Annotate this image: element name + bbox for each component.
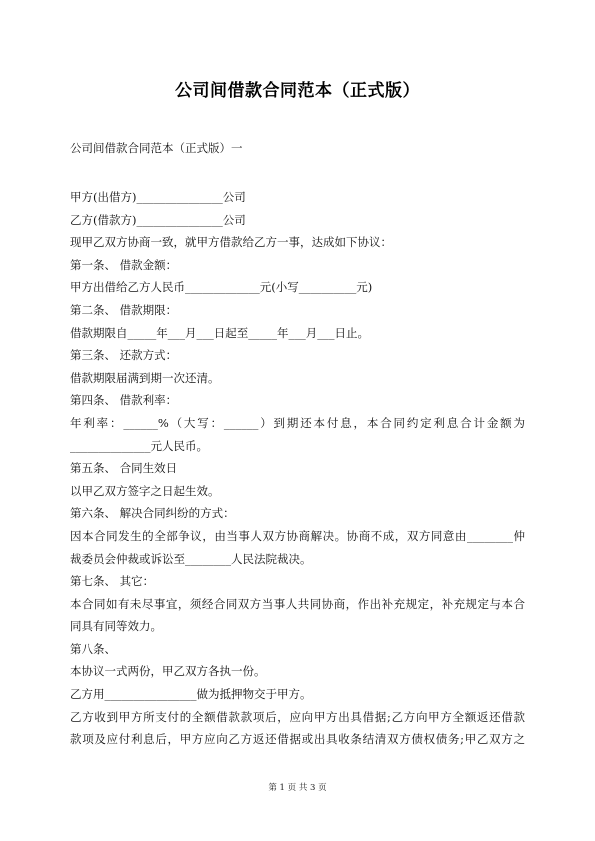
document-subtitle: 公司间借款合同范本（正式版）一 — [70, 141, 243, 155]
article-7-text-line-1: 本合同如有未尽事宜，须经合同双方当事人共同协商，作出补充规定，补充规定与本合 — [70, 596, 525, 611]
article-7-heading: 第七条、 其它： — [70, 574, 155, 589]
party-b-line: 乙方(借款方)_______________公司 — [70, 212, 246, 227]
article-2-text: 借款期限自_____年___月___日起至_____年___月___日止。 — [70, 325, 369, 340]
article-6-text-line-2: 裁委员会仲裁或诉讼至________人民法院裁决。 — [70, 551, 312, 566]
receipt-text-line-2: 款项及应付利息后，甲方应向乙方返还借据或出具收条结清双方债权债务;甲乙双方之 — [70, 732, 525, 747]
article-5-heading: 第五条、 合同生效日 — [70, 461, 178, 476]
article-3-text: 借款期限届满到期一次还清。 — [70, 370, 220, 385]
receipt-text-line-1: 乙方收到甲方所支付的全额借款款项后，应向甲方出具借据;乙方向甲方全额返还借款 — [70, 709, 525, 724]
article-3-heading: 第三条、 还款方式： — [70, 348, 178, 363]
article-1-text: 甲方出借给乙方人民币_____________元(小写__________元) — [70, 280, 373, 295]
document-body — [70, 186, 525, 751]
article-1-heading: 第一条、 借款金额： — [70, 257, 178, 272]
document-title: 公司间借款合同范本（正式版） — [175, 81, 420, 101]
article-6-heading: 第六条、 解决合同纠纷的方式： — [70, 506, 235, 521]
article-2-heading: 第二条、 借款期限： — [70, 302, 178, 317]
page-footer: 第 1 页 共 3 页 — [268, 783, 327, 793]
article-5-text: 以甲乙双方签字之日起生效。 — [70, 483, 220, 498]
article-6-text-line-1: 因本合同发生的全部争议，由当事人双方协商解决。协商不成，双方同意由________仲 — [70, 528, 525, 543]
agreement-intro: 现甲乙双方协商一致，就甲方借款给乙方一事，达成如下协议： — [70, 235, 392, 250]
party-a-line: 甲方(出借方)_______________公司 — [70, 190, 246, 204]
article-4-text-line-1: 年利率：______%（大写：______）到期还本付息，本合同约定利息合计金额为 — [70, 415, 525, 430]
article-4-heading: 第四条、 借款利率： — [70, 393, 178, 408]
article-8-text: 本协议一式两份，甲乙双方各执一份。 — [70, 664, 266, 679]
collateral-text: 乙方用________________做为抵押物交于甲方。 — [70, 687, 312, 702]
article-8-heading: 第八条、 — [70, 641, 116, 656]
article-4-text-line-2: ______________元人民币。 — [70, 438, 208, 453]
article-7-text-line-2: 同具有同等效力。 — [70, 619, 162, 634]
